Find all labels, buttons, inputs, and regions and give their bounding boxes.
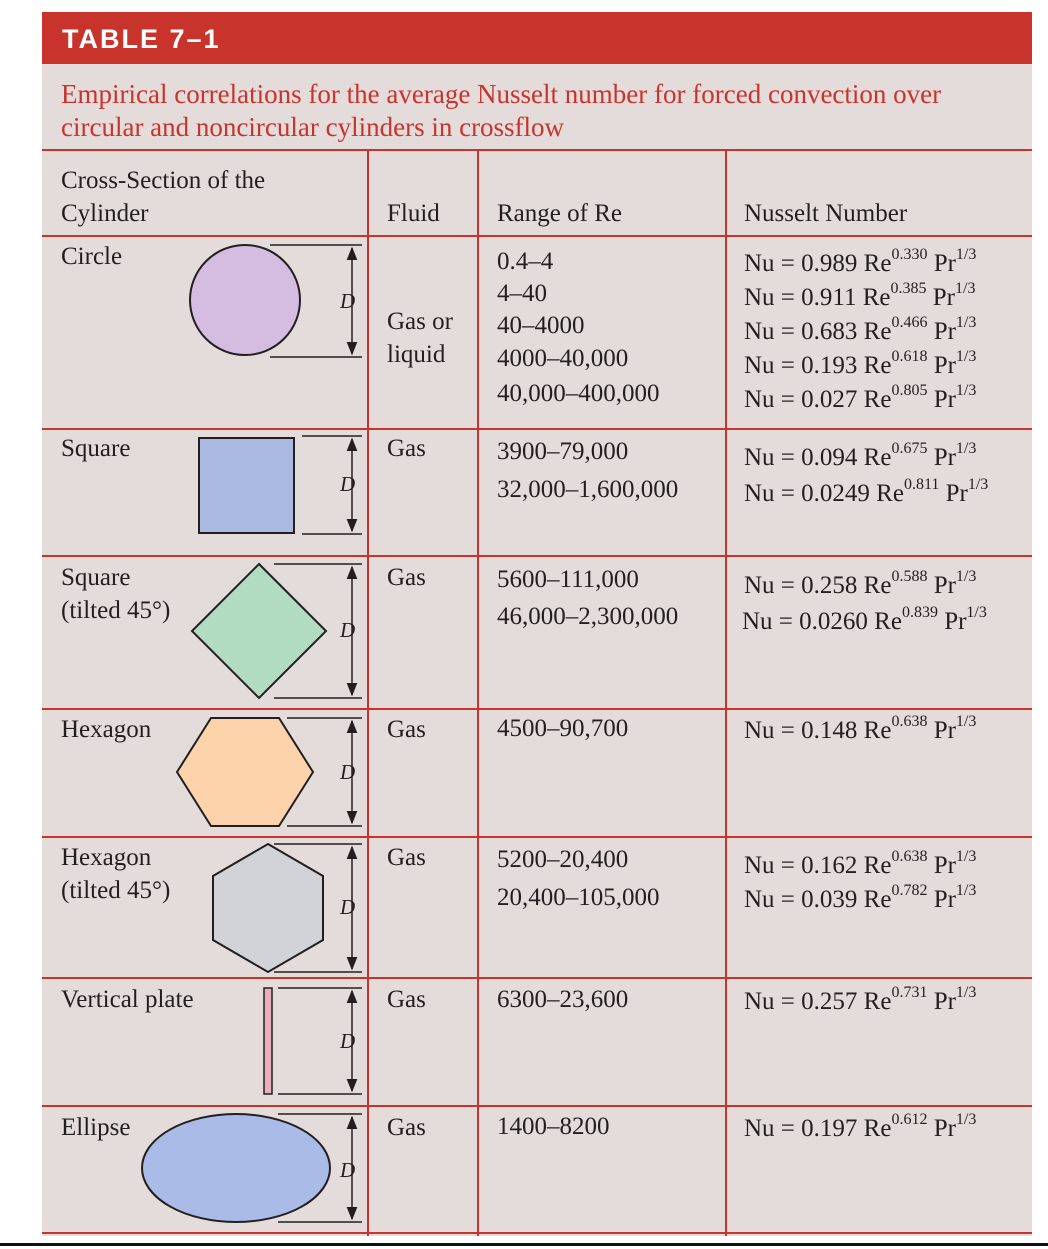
pr-symbol: Pr (927, 572, 956, 599)
table-7-1 (42, 12, 1032, 1236)
re-symbol: Re (857, 352, 892, 379)
nu-prefix: Nu = (744, 717, 802, 744)
re-exponent: 0.811 (903, 476, 940, 493)
pr-exponent: 1/3 (955, 882, 977, 899)
nusselt-correlation (744, 246, 977, 278)
pr-symbol: Pr (927, 717, 956, 744)
dimension-label: D (340, 895, 356, 919)
shape-name (61, 841, 170, 907)
nusselt-correlation (744, 314, 977, 346)
re-symbol: Re (857, 717, 892, 744)
shape-name-line-2: (tilted 45°) (61, 597, 171, 624)
nu-coefficient: 0.0260 (799, 608, 868, 635)
pr-exponent: 1/3 (955, 713, 977, 730)
nusselt-correlation (744, 382, 977, 414)
fluid-cell: Gas (387, 435, 426, 462)
header-cross-section-line-2: Cylinder (61, 200, 149, 227)
re-exponent: 0.385 (890, 280, 927, 297)
range-item: 4500–90,700 (497, 715, 629, 742)
dimension-label: D (340, 472, 356, 496)
nu-coefficient: 0.094 (801, 444, 858, 471)
nu-prefix: Nu = (744, 572, 802, 599)
re-exponent: 0.466 (891, 314, 928, 331)
vertical-plate-shape (264, 988, 272, 1094)
pr-symbol: Pr (927, 988, 956, 1015)
pr-symbol: Pr (927, 1115, 956, 1142)
fluid-cell: Gas (387, 564, 426, 591)
nu-coefficient: 0.683 (801, 318, 858, 345)
nu-prefix: Nu = (744, 480, 802, 507)
shape-name-line-1: Square (61, 564, 131, 591)
pr-exponent: 1/3 (955, 314, 977, 331)
nu-coefficient: 0.0249 (801, 480, 870, 507)
pr-exponent: 1/3 (955, 1111, 977, 1128)
range-item: 40,000–400,000 (497, 380, 660, 407)
pr-symbol: Pr (927, 352, 956, 379)
nu-prefix: Nu = (744, 1115, 802, 1142)
shape-name: Vertical plate (61, 986, 194, 1013)
shape-name (61, 561, 170, 627)
shape-name: Circle (61, 243, 123, 270)
re-symbol: Re (857, 1115, 892, 1142)
nusselt-correlation (744, 1111, 977, 1143)
nu-prefix: Nu = (744, 886, 802, 913)
nu-coefficient: 0.911 (801, 284, 857, 311)
shape-name: Ellipse (61, 1114, 131, 1141)
shape-name: Square (61, 435, 131, 462)
nusselt-correlation (744, 440, 977, 472)
range-item: 3900–79,000 (497, 438, 629, 465)
pr-exponent: 1/3 (955, 348, 977, 365)
range-item: 4–40 (497, 280, 547, 307)
pr-exponent: 1/3 (955, 440, 977, 457)
pr-symbol: Pr (927, 444, 956, 471)
pr-exponent: 1/3 (955, 280, 976, 297)
dimension-label: D (340, 1158, 356, 1182)
pr-symbol: Pr (927, 852, 956, 879)
pr-symbol: Pr (927, 886, 956, 913)
fluid-cell: Gas (387, 716, 426, 743)
dimension-label: D (340, 760, 356, 784)
nusselt-correlation (744, 348, 977, 380)
hexagon-shape (177, 718, 313, 826)
nu-prefix: Nu = (744, 318, 802, 345)
header-cross-section-line-1: Cross-Section of the (61, 167, 266, 194)
range-item: 5600–111,000 (497, 566, 639, 593)
header-range-of-re: Range of Re (497, 200, 622, 227)
re-symbol: Re (857, 852, 892, 879)
nusselt-correlation (744, 984, 977, 1016)
tilted-square-shape (192, 564, 326, 698)
fluid-cell (387, 305, 453, 371)
pr-exponent: 1/3 (955, 382, 977, 399)
re-exponent: 0.638 (891, 713, 928, 730)
shape-name: Hexagon (61, 716, 152, 743)
range-item: 46,000–2,300,000 (497, 603, 679, 630)
pr-symbol: Pr (927, 250, 956, 277)
pr-exponent: 1/3 (967, 476, 989, 493)
nu-coefficient: 0.257 (801, 988, 858, 1015)
re-symbol: Re (857, 318, 892, 345)
re-symbol: Re (857, 444, 892, 471)
nu-prefix: Nu = (744, 386, 802, 413)
pr-symbol: Pr (939, 480, 968, 507)
dimension-label: D (340, 289, 356, 313)
caption-line-2: circular and noncircular cylinders in crossflow (61, 112, 565, 142)
pr-exponent: 1/3 (966, 604, 987, 621)
nu-coefficient: 0.162 (801, 852, 858, 879)
nu-prefix: Nu = (744, 250, 802, 277)
fluid-cell: Gas (387, 986, 426, 1013)
dimension-label: D (340, 618, 356, 642)
page-bottom-rule (0, 1243, 1048, 1246)
range-item: 6300–23,600 (497, 986, 629, 1013)
re-exponent: 0.618 (891, 348, 928, 365)
nu-coefficient: 0.027 (801, 386, 858, 413)
re-symbol: Re (857, 250, 892, 277)
dimension-label: D (340, 1029, 356, 1053)
pr-symbol: Pr (927, 318, 956, 345)
range-item: 1400–8200 (497, 1113, 610, 1140)
range-item: 40–4000 (497, 312, 585, 339)
ellipse-shape (142, 1114, 330, 1222)
shape-name-line-1: Hexagon (61, 844, 152, 871)
page-top-strip (0, 0, 1048, 12)
nu-coefficient: 0.989 (801, 250, 858, 277)
range-item: 5200–20,400 (497, 846, 629, 873)
square-shape (199, 438, 294, 533)
caption-line-1: Empirical correlations for the average Nusselt number for forced convection over (61, 79, 942, 109)
pr-exponent: 1/3 (955, 848, 977, 865)
fluid-cell: Gas (387, 1114, 426, 1141)
nu-coefficient: 0.258 (801, 572, 858, 599)
re-exponent: 0.731 (891, 984, 928, 1001)
nu-prefix: Nu = (744, 284, 802, 311)
nu-prefix: Nu = (744, 852, 802, 879)
nu-prefix: Nu = (744, 988, 802, 1015)
table-label: TABLE 7–1 (62, 24, 221, 54)
fluid-line-2: liquid (387, 341, 446, 368)
range-item: 4000–40,000 (497, 345, 629, 372)
nusselt-correlation (744, 568, 977, 600)
nu-coefficient: 0.193 (801, 352, 858, 379)
pr-exponent: 1/3 (955, 568, 977, 585)
nu-coefficient: 0.039 (801, 886, 858, 913)
shape-name-line-2: (tilted 45°) (61, 877, 171, 904)
range-item: 0.4–4 (497, 248, 554, 275)
re-symbol: Re (869, 480, 904, 507)
pr-symbol: Pr (926, 284, 955, 311)
re-exponent: 0.638 (891, 848, 928, 865)
nu-prefix: Nu = (742, 608, 800, 635)
re-exponent: 0.782 (891, 882, 928, 899)
re-symbol: Re (857, 386, 892, 413)
nusselt-correlation (744, 476, 989, 508)
pr-exponent: 1/3 (955, 246, 977, 263)
header-nusselt-number: Nusselt Number (744, 200, 908, 227)
re-exponent: 0.805 (891, 382, 928, 399)
range-item: 32,000–1,600,000 (497, 476, 679, 503)
nusselt-correlation (744, 713, 977, 745)
nu-coefficient: 0.148 (801, 717, 858, 744)
range-item: 20,400–105,000 (497, 884, 660, 911)
pr-symbol: Pr (927, 386, 956, 413)
nusselt-correlation (744, 882, 977, 914)
tilted-hexagon-shape (213, 844, 323, 972)
re-symbol: Re (867, 608, 902, 635)
re-exponent: 0.330 (891, 246, 928, 263)
fluid-cell: Gas (387, 844, 426, 871)
re-exponent: 0.588 (891, 568, 928, 585)
nusselt-correlation (742, 604, 987, 636)
nu-coefficient: 0.197 (801, 1115, 858, 1142)
re-symbol: Re (857, 988, 892, 1015)
re-symbol: Re (856, 284, 891, 311)
circle-shape (190, 245, 300, 355)
header-fluid: Fluid (387, 200, 440, 227)
pr-symbol: Pr (937, 608, 967, 635)
re-exponent: 0.839 (901, 604, 938, 621)
re-exponent: 0.675 (891, 440, 928, 457)
nusselt-correlation (744, 848, 977, 880)
re-symbol: Re (857, 572, 892, 599)
re-exponent: 0.612 (891, 1111, 928, 1128)
re-symbol: Re (857, 886, 892, 913)
nu-prefix: Nu = (744, 444, 802, 471)
pr-exponent: 1/3 (955, 984, 977, 1001)
fluid-line-1: Gas or (387, 308, 453, 335)
nu-prefix: Nu = (744, 352, 802, 379)
nusselt-correlation (744, 280, 976, 312)
